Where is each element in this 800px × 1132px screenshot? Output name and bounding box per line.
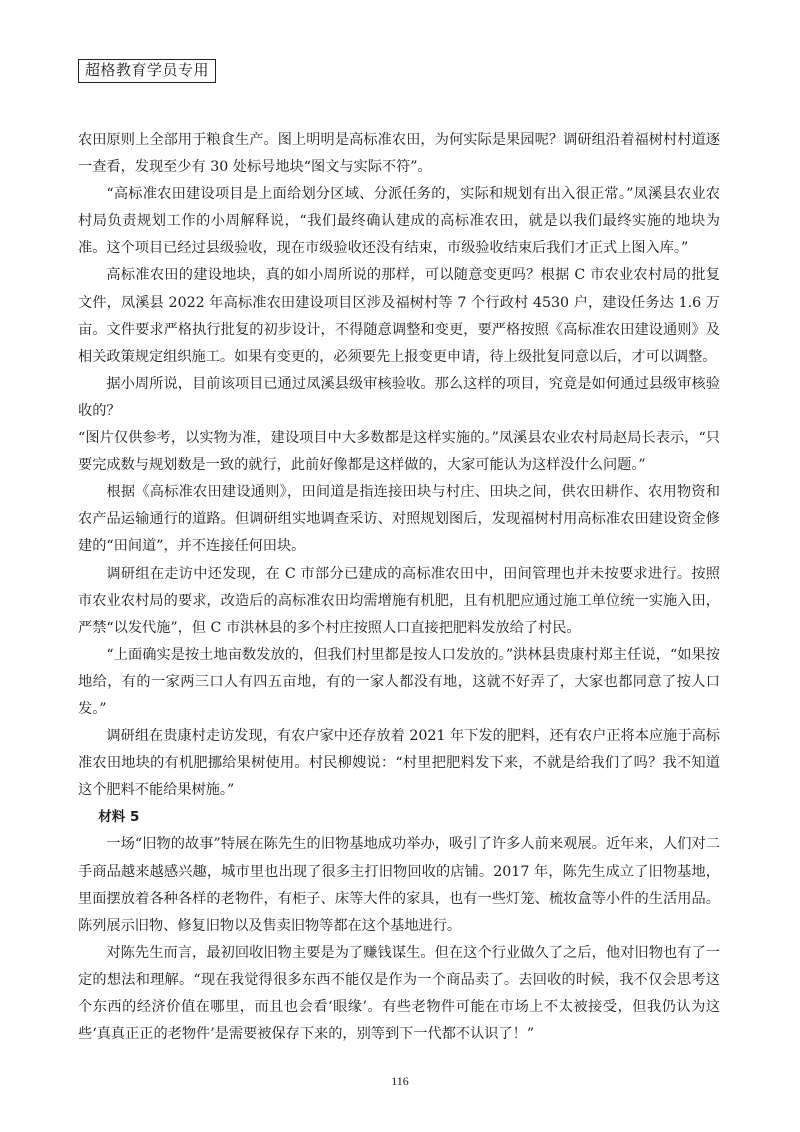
paragraph-7: 调研组在走访中还发现，在 C 市部分已建成的高标准农田中，田间管理也并未按要求进行。按照市农业农村局的要求，改造后的高标准农田均需增施有机肥，且有机肥应通过施工单位统一实施入田，严禁“以发代施”，但 C 市洪林县的多个村庄按照人口直接把肥料发放给了村民。 <box>78 565 720 636</box>
watermark-stamp: 超格教育学员专用 <box>78 59 216 83</box>
paragraph-10: 一场“旧物的故事”特展在陈先生的旧物基地成功举办，吸引了许多人前来观展。近年来，人们对二手商品越来越感兴趣，城市里也出现了很多主打旧物回收的店铺。2017 年，陈先生成立了旧物基地，里面摆放着各种各样的老物件，有柜子、床等大件的家具，也有一些灯笼、梳妆盒等小件的生活用品。陈列展示旧物、修复旧物以及售卖旧物等都在这个基地进行。 <box>78 836 720 934</box>
paragraph-1: 农田原则上全部用于粮食生产。图上明明是高标准农田，为何实际是果园呢？调研组沿着福树村村道逐一查看，发现至少有 30 处标号地块“图文与实际不符”。 <box>78 132 720 176</box>
paragraph-6: 根据《高标准农田建设通则》，田间道是指连接田块与村庄、田块之间，供农田耕作、农用物资和农产品运输通行的道路。但调研组实地调查采访、对照规划图后，发现福树村用高标准农田建设资金修建的“田间道”，并不连接任何田块。 <box>78 484 720 555</box>
paragraph-2: “高标准农田建设项目是上面给划分区域、分派任务的，实际和规划有出入很正常。”凤溪县农业农村局负责规划工作的小周解释说，“我们最终确认建成的高标准农田，就是以我们最终实施的地块为准。这个项目已经过县级验收，现在市级验收还没有结束，市级验收结束后我们才正式上图入库。” <box>78 186 720 257</box>
paragraph-8: “上面确实是按土地亩数发放的，但我们村里都是按人口发放的。”洪林县贵康村郑主任说，“如果按地给，有的一家两三口人有四五亩地，有的一家人都没有地，这就不好弄了，大家也都同意了按人口发。” <box>78 646 720 717</box>
paragraph-3: 高标准农田的建设地块，真的如小周所说的那样，可以随意变更吗？根据 C 市农业农村局的批复文件，凤溪县 2022 年高标准农田建设项目区涉及福树村等 7 个行政村 4530 户，建设任务达 1.6 万亩。文件要求严格执行批复的初步设计，不得随意调整和变更，要严格按照《高标准农田建设通则》及相关政策规定组织施工。如果有变更的，必须要先上报变更申请，待上级批复同意以后，才可以调整。 <box>78 267 720 365</box>
paragraph-4: 据小周所说，目前该项目已通过凤溪县级审核验收。那么这样的项目，究竟是如何通过县级审核验收的？ <box>78 375 720 419</box>
section-title: 材料 5 <box>98 809 140 826</box>
document-body <box>78 127 720 1048</box>
page-number: 116 <box>391 1074 409 1088</box>
paragraph-11: 对陈先生而言，最初回收旧物主要是为了赚钱谋生。但在这个行业做久了之后，他对旧物也有了一定的想法和理解。“现在我觉得很多东西不能仅是作为一个商品卖了。去回收的时候，我不仅会思考这个东西的经济价值在哪里，而且也会看‘眼缘’。有些老物件可能在市场上不太被接受，但我仍认为这些‘真真正正的老物件’是需要被保存下来的，别等到下一代都不认识了！” <box>78 944 720 1043</box>
paragraph-5: “图片仅供参考，以实物为准，建设项目中大多数都是这样实施的。”凤溪县农业农村局赵局长表示，“只要完成数与规划数是一致的就行，此前好像都是这样做的，大家可能认为这样没什么问题。” <box>78 430 720 474</box>
paragraph-9: 调研组在贵康村走访发现，有农户家中还存放着 2021 年下发的肥料，还有农户正将本应施于高标准农田地块的有机肥挪给果树使用。村民柳嫂说：“村里把肥料发下来，不就是给我们了吗？我不知道这个肥料不能给果树施。” <box>78 728 720 799</box>
